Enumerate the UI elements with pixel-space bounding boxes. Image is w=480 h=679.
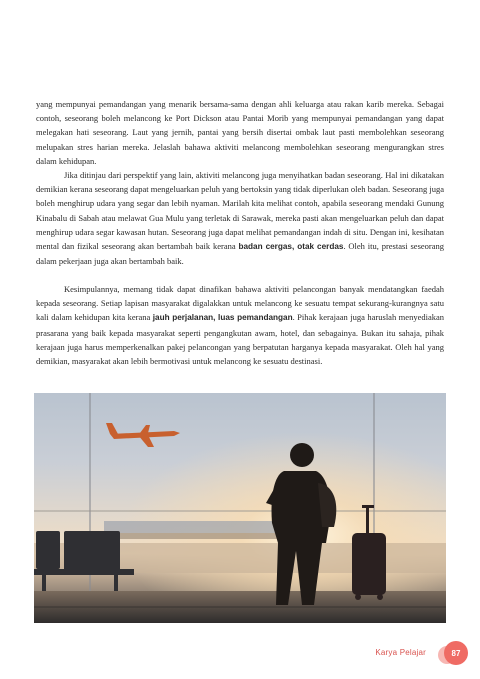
paragraph-3-text: Kesimpulannya, memang tidak dapat dinafikan bahawa aktiviti pelancongan banyak mendatangkan faedah kepada seseorang. Setiap lapisan masyarakat digalakkan untuk melancong ke sesuatu tempat sekurang-kurangnya satu kali dalam kehidupan kita kerana <box>36 284 444 323</box>
paragraph-3 <box>36 282 444 368</box>
paragraph-2 <box>36 168 444 268</box>
page-number-badge <box>444 641 468 665</box>
paragraph-3-bold-phrase: jauh perjalanan, luas pemandangan <box>152 313 293 323</box>
section-label: Karya Pelajar <box>375 648 426 657</box>
page-number: 87 <box>451 648 461 658</box>
paragraph-3-end: . Pihak kerajaan juga haruslah menyediakan prasarana yang baik kepada masyarakat seperti pengangkutan awam, hotel, dan sebagainya. Bukan itu sahaja, pihak kerajaan juga harus memperkenalkan pakej pelancongan yang berpatutan harganya kepada masyarakat. Oleh hal yang demikian, masyarakat akan lebih bermotivasi untuk melancong ke sesuatu destinasi. <box>36 312 444 367</box>
paragraph-1-text: yang mempunyai pemandangan yang menarik bersama-sama dengan ahli keluarga atau rakan karib mereka. Sebagai contoh, seseorang boleh melancong ke Port Dickson atau Pantai Morib yang mempunyai pemandangan yang dapat melegakan hati seseorang. Laut yang jernih, pantai yang bersih disertai ombak laut pasti membolehkan seseorang melupakan stres harian mereka. Jelaslah bahawa aktiviti melancong membolehkan seseorang mengurangkan stres dalam kehidupan. <box>36 99 444 166</box>
airport-traveler-photo <box>34 393 446 623</box>
paragraph-2-bold-phrase: badan cergas, otak cerdas <box>238 242 344 252</box>
paragraph-2-end: . Oleh itu, prestasi seseorang dalam pekerjaan juga akan bertambah baik. <box>36 241 444 267</box>
paragraph-2-text: Jika ditinjau dari perspektif yang lain, aktiviti melancong juga menyihatkan badan seseorang. Hal ini dikatakan demikian kerana seseorang dapat mengeluarkan peluh yang bertoksin yang tidak diperlukan oleh badan. Seseorang juga boleh menghirup udara yang segar dan lebih nyaman. Marilah kita melihat contoh, apabila seseorang mendaki Gunung Kinabalu di Sabah atau melawat Gua Mulu yang terletak di Sarawak, mereka pasti akan mengeluarkan peluh dan dapat menghirup udara segar kawasan hutan. Seseorang juga dapat melihat pemandangan indah di situ. Dengan ini, kesihatan mental dan fizikal seseorang akan bertambah baik kerana <box>36 170 444 252</box>
paragraph-1 <box>36 97 444 168</box>
